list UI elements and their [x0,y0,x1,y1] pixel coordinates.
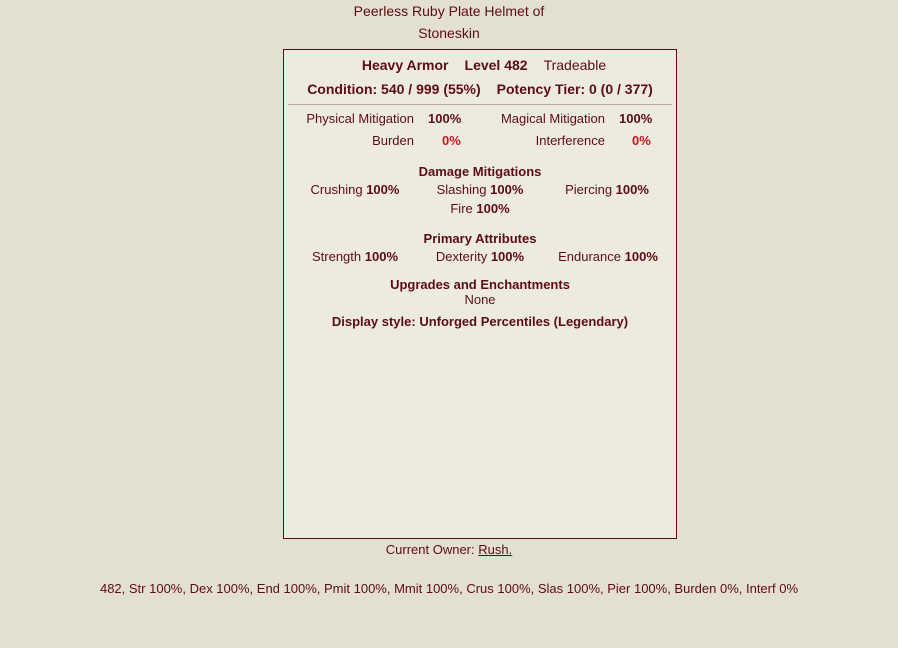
armor-category: Heavy Armor [361,57,449,73]
condition-text: Condition: 540 / 999 (55%) [307,81,481,97]
item-title-line1: Peerless Ruby Plate Helmet of [353,3,545,19]
upgrades-value: None [464,292,496,307]
fire-stat [284,201,676,217]
burden-value: 0% [442,133,461,148]
magical-mitigation-value: 100% [619,111,653,126]
divider [288,104,672,105]
display-style: Display style: Unforged Percentiles (Legendary) [331,314,629,329]
fire-label: Fire [450,201,473,216]
item-title-line2: Stoneskin [418,25,480,41]
crushing-stat [290,182,420,198]
stats-summary: 482, Str 100%, Dex 100%, End 100%, Pmit 100%, Mmit 100%, Crus 100%, Slas 100%, Pier 100%, Burden 0%, Interf 0% [99,581,799,596]
slashing-stat [415,182,545,198]
magical-mitigation-label: Magical Mitigation [500,111,605,126]
interference-value: 0% [632,133,651,148]
endurance-stat [540,249,676,265]
piercing-stat [542,182,672,198]
item-header-row [284,55,676,75]
item-level: Level 482 [464,57,528,73]
slashing-value: 100% [490,182,524,197]
upgrades-heading: Upgrades and Enchantments [390,277,570,292]
current-owner [0,541,898,559]
potency-text: Potency Tier: 0 (0 / 377) [496,81,653,97]
burden-label: Burden [372,133,414,148]
crushing-value: 100% [366,182,400,197]
item-info-panel [283,49,677,539]
condition-row [284,79,676,99]
owner-link[interactable]: Rush. [478,542,513,557]
dexterity-value: 100% [490,249,525,264]
physical-mitigation-value: 100% [428,111,462,126]
endurance-label: Endurance [558,249,621,264]
interference-label: Interference [535,133,605,148]
crushing-label: Crushing [310,182,363,197]
piercing-label: Piercing [565,182,613,197]
dexterity-label: Dexterity [435,249,488,264]
dexterity-stat [415,249,545,265]
slashing-label: Slashing [436,182,487,197]
item-title [0,0,898,44]
strength-label: Strength [311,249,362,264]
fire-value: 100% [476,201,510,216]
owner-label: Current Owner: [385,542,475,557]
strength-value: 100% [364,249,399,264]
tradeable-status: Tradeable [543,57,607,73]
strength-stat [290,249,420,265]
physical-mitigation-label: Physical Mitigation [306,111,414,126]
endurance-value: 100% [624,249,658,264]
piercing-value: 100% [615,182,649,197]
primary-attributes-heading: Primary Attributes [423,231,537,246]
damage-mitigations-heading: Damage Mitigations [418,164,542,179]
